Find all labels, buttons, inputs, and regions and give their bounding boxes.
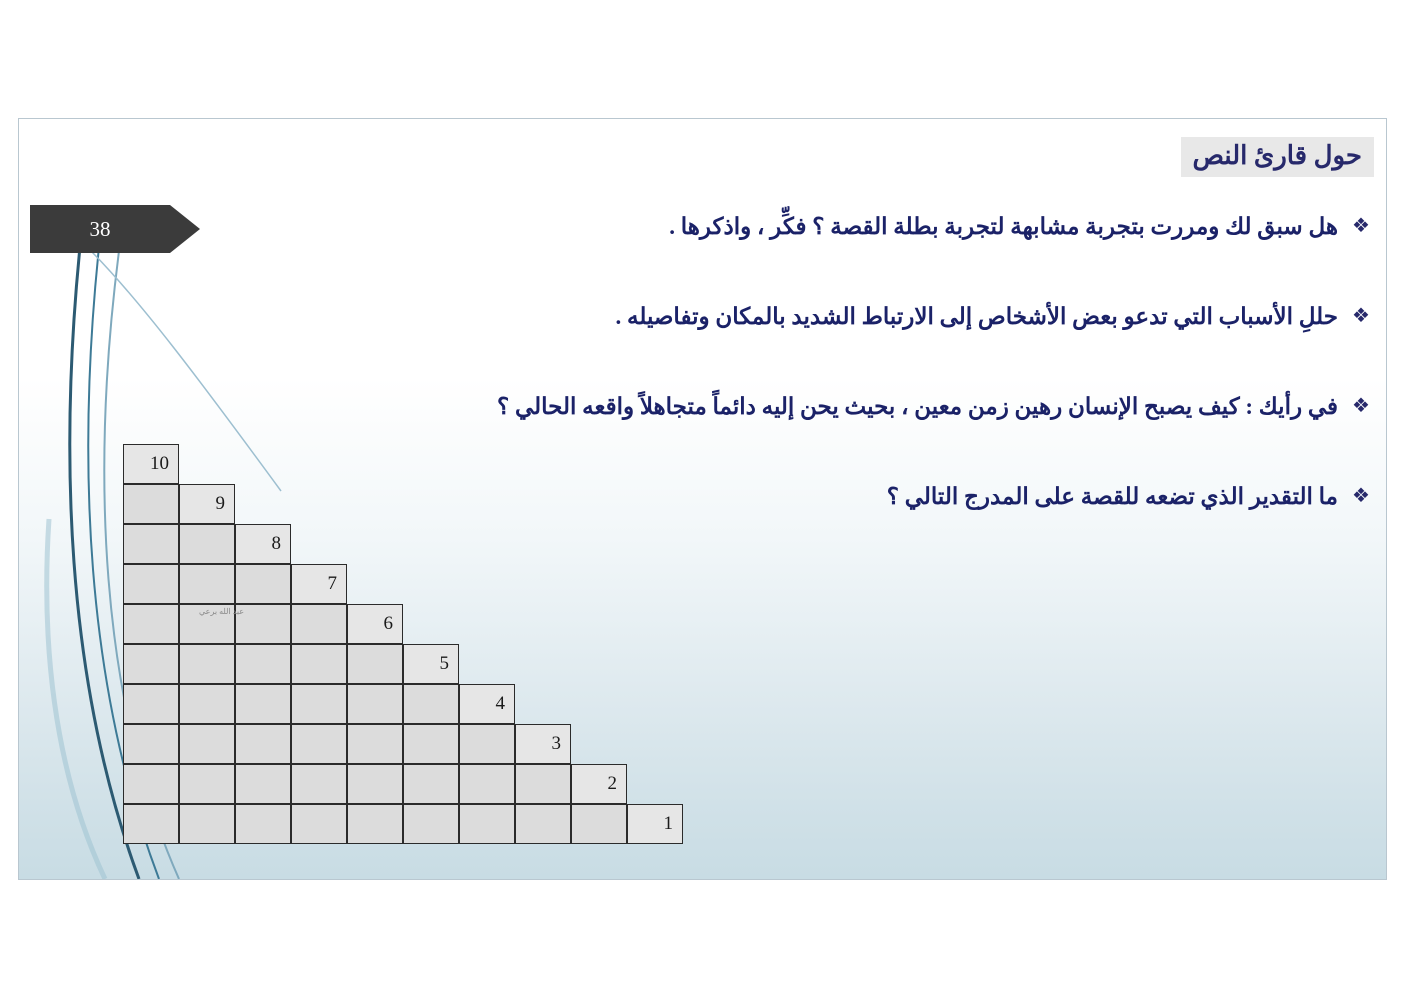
chart-cell (123, 724, 179, 764)
chart-row (123, 684, 683, 724)
chart-step-label: 1 (663, 813, 673, 834)
list-item (284, 211, 1374, 243)
chart-row (123, 484, 683, 524)
chart-step-label: 4 (495, 693, 505, 714)
chart-row (123, 804, 683, 844)
diamond-bullet-icon: ❖ (1352, 395, 1370, 417)
chart-cell (347, 804, 403, 844)
chart-cell (123, 804, 179, 844)
chart-step-label-cell (235, 524, 291, 564)
chart-cell (235, 764, 291, 804)
bullet-text-3: في رأيك : كيف يصبح الإنسان رهين زمن معين ، بحيث يحن إليه دائماً متجاهلاً واقعه الحالي ؟ (497, 394, 1338, 419)
watermark-text: عبد الله برعي (199, 607, 245, 616)
chart-step-label: 8 (271, 533, 281, 554)
chart-cell (571, 804, 627, 844)
chart-cell (179, 524, 235, 564)
chart-cell (179, 764, 235, 804)
chart-step-label: 9 (215, 493, 225, 514)
diamond-bullet-icon: ❖ (1352, 215, 1370, 237)
chart-cell (515, 804, 571, 844)
chart-row (123, 444, 683, 484)
chart-cell (291, 644, 347, 684)
page-number: 38 (89, 216, 111, 241)
chart-step-label-cell (179, 484, 235, 524)
chart-step-label-cell (291, 564, 347, 604)
chart-cell (291, 604, 347, 644)
chart-step-label-cell (571, 764, 627, 804)
chart-step-label: 10 (150, 453, 169, 474)
chart-cell (459, 724, 515, 764)
chart-cell (179, 724, 235, 764)
chart-cell (347, 644, 403, 684)
chart-step-label-cell (459, 684, 515, 724)
chart-step-label: 3 (551, 733, 561, 754)
chart-cell (123, 484, 179, 524)
chart-cell (403, 684, 459, 724)
chart-cell (123, 644, 179, 684)
bullet-text-4: ما التقدير الذي تضعه للقصة على المدرج التالي ؟ (886, 484, 1338, 509)
list-item (284, 391, 1374, 423)
chart-cell (235, 564, 291, 604)
chart-step-label-cell (515, 724, 571, 764)
chart-step-label: 6 (383, 613, 393, 634)
chart-step-label-cell (627, 804, 683, 844)
chart-cell (179, 684, 235, 724)
chart-cell (403, 764, 459, 804)
chart-row (123, 724, 683, 764)
chart-cell (235, 644, 291, 684)
chart-cell (123, 604, 179, 644)
diamond-bullet-icon: ❖ (1352, 305, 1370, 327)
chart-cell (235, 684, 291, 724)
staircase-chart (123, 444, 683, 844)
chart-step-label-cell (403, 644, 459, 684)
chart-step-label-cell (123, 444, 179, 484)
chart-cell (123, 564, 179, 604)
chart-cell (235, 804, 291, 844)
chart-step-label: 7 (327, 573, 337, 594)
bullet-text-1: هل سبق لك ومررت بتجربة مشابهة لتجربة بطلة القصة ؟ فكِّر ، واذكرها . (669, 214, 1338, 239)
chart-cell (291, 764, 347, 804)
chart-cell (403, 804, 459, 844)
chart-cell (235, 724, 291, 764)
chart-cell (291, 684, 347, 724)
diamond-bullet-icon: ❖ (1352, 485, 1370, 507)
chart-row (123, 564, 683, 604)
chart-cell (403, 724, 459, 764)
chart-step-label-cell (347, 604, 403, 644)
chart-row (123, 764, 683, 804)
bullet-text-2: حللِ الأسباب التي تدعو بعض الأشخاص إلى الارتباط الشديد بالمكان وتفاصيله . (615, 304, 1338, 329)
chart-cell (179, 644, 235, 684)
chart-cell (515, 764, 571, 804)
list-item (284, 301, 1374, 333)
chart-cell (347, 724, 403, 764)
chart-cell (347, 764, 403, 804)
chart-cell (347, 684, 403, 724)
chart-cell (291, 804, 347, 844)
page-number-tab (30, 205, 200, 253)
chart-cell (179, 564, 235, 604)
chart-row (123, 644, 683, 684)
page-title: حول قارئ النص (1181, 137, 1375, 177)
chart-step-label: 5 (439, 653, 449, 674)
slide-canvas (18, 118, 1387, 880)
chart-cell (123, 524, 179, 564)
chart-cell (123, 684, 179, 724)
chart-cell (459, 764, 515, 804)
chart-cell (123, 764, 179, 804)
chart-cell (179, 804, 235, 844)
chart-row (123, 524, 683, 564)
chart-cell (459, 804, 515, 844)
chart-step-label: 2 (607, 773, 617, 794)
chart-cell (291, 724, 347, 764)
